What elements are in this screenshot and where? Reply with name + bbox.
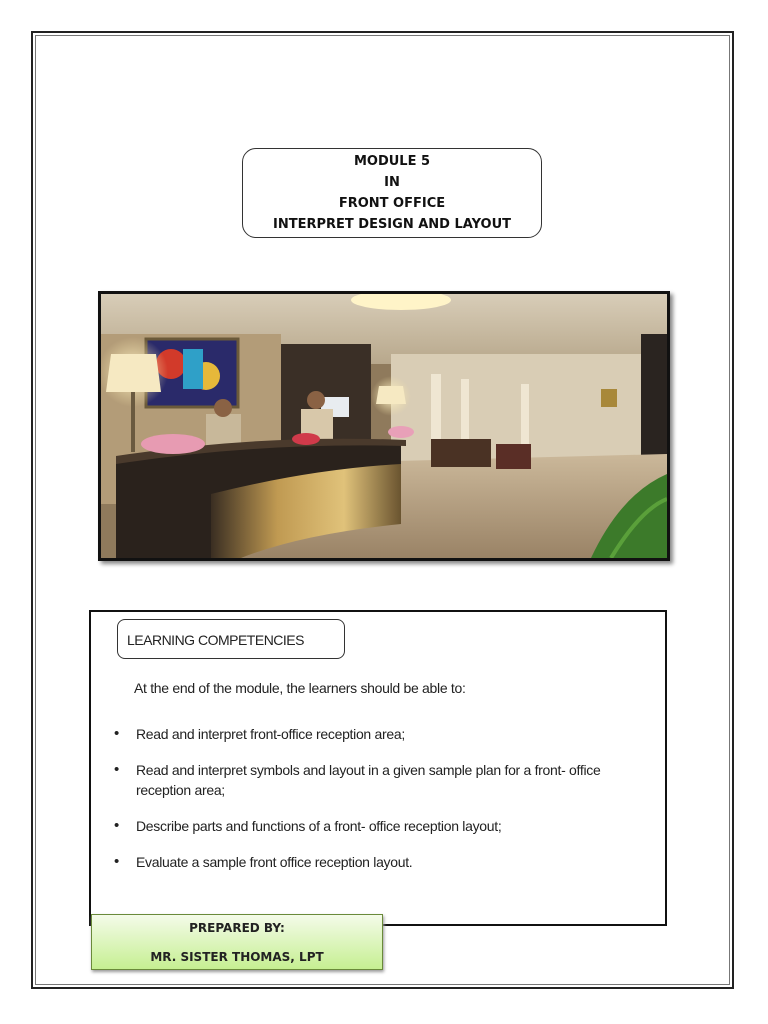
prepared-by-label: PREPARED BY: — [189, 921, 285, 935]
preparer-name: MR. SISTER THOMAS, LPT — [150, 950, 324, 964]
prepared-by-box — [91, 914, 383, 970]
title-line-module: MODULE 5 — [353, 154, 431, 169]
learning-competencies-box — [89, 610, 667, 926]
competencies-intro: At the end of the module, the learners should be able to: — [134, 680, 466, 696]
list-item: • Describe parts and functions of a front- office reception layout; — [111, 816, 631, 836]
title-line-subject: FRONT OFFICE — [338, 196, 446, 211]
competencies-header: LEARNING COMPETENCIES — [117, 619, 345, 659]
title-line-topic: INTERPRET DESIGN AND LAYOUT — [272, 217, 512, 232]
reception-photo — [98, 291, 670, 561]
list-item: • Evaluate a sample front office reception layout. — [111, 852, 631, 872]
module-title-box — [242, 148, 542, 238]
reception-illustration — [101, 294, 667, 558]
list-item: • Read and interpret symbols and layout in a given sample plan for a front- office reception area; — [111, 760, 606, 800]
list-item: • Read and interpret front-office reception area; — [111, 724, 631, 744]
title-line-in: IN — [384, 175, 400, 190]
competencies-list — [111, 724, 631, 872]
